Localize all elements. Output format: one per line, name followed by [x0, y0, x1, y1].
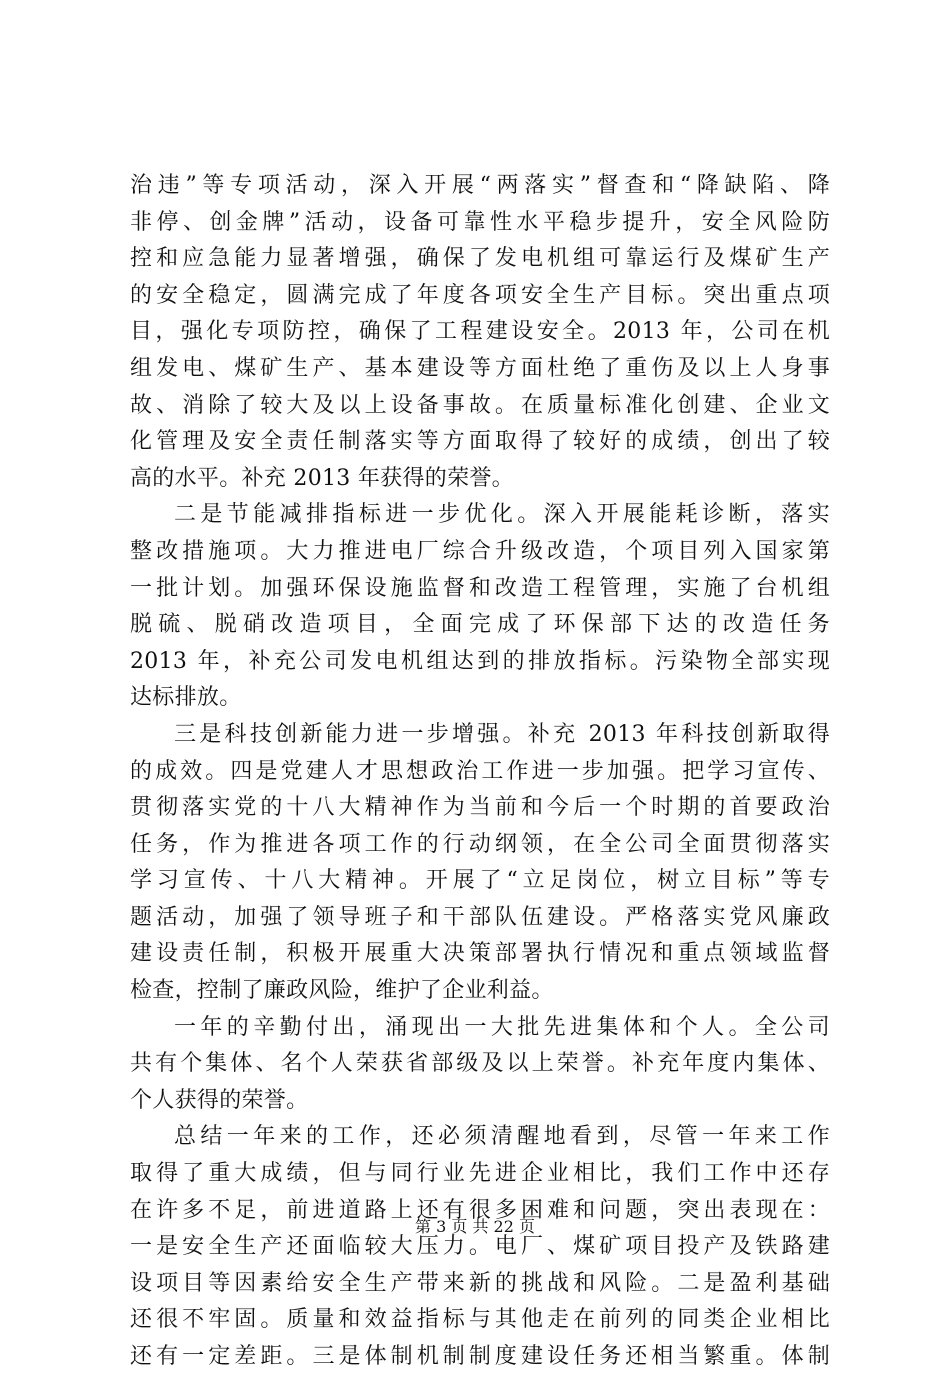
- text-line: 一批计划。加强环保设施监督和改造工程管理，实施了台机组: [130, 575, 830, 601]
- text-line: 化管理及安全责任制落实等方面取得了较好的成绩，创出了较: [130, 429, 830, 455]
- text-line: 故、消除了较大及以上设备事故。在质量标准化创建、企业文: [130, 392, 830, 418]
- text-line: 总结一年来的工作，还必须清醒地看到，尽管一年来工作: [174, 1124, 830, 1150]
- text-line: 任务，作为推进各项工作的行动纲领，在全公司全面贯彻落实: [130, 831, 830, 857]
- text-line: 的安全稳定，圆满完成了年度各项安全生产目标。突出重点项: [130, 282, 830, 308]
- text-line: 脱硫、脱硝改造项目，全面完成了环保部下达的改造任务: [130, 612, 830, 638]
- page-footer: 第 3 页 共 22 页: [415, 1217, 535, 1236]
- text-line: 高的水平。补充 2013 年获得的荣誉。: [130, 465, 514, 491]
- text-line: 整改措施项。大力推进电厂综合升级改造，个项目列入国家第: [130, 538, 830, 564]
- text-line: 的成效。四是党建人才思想政治工作进一步加强。把学习宣传、: [130, 758, 830, 784]
- text-line: 检查，控制了廉政风险，维护了企业利益。: [130, 978, 554, 1004]
- text-line: 建设责任制，积极开展重大决策部署执行情况和重点领域监督: [130, 941, 830, 967]
- text-line: 学习宣传、十八大精神。开展了“立足岗位，树立目标”等专: [130, 868, 830, 894]
- text-line: 组发电、煤矿生产、基本建设等方面杜绝了重伤及以上人身事: [130, 355, 830, 381]
- text-line: 在许多不足，前进道路上还有很多困难和问题，突出表现在：: [130, 1197, 830, 1223]
- text-line: 三是科技创新能力进一步增强。补充 2013 年科技创新取得: [174, 721, 830, 747]
- text-line: 二是节能减排指标进一步优化。深入开展能耗诊断，落实: [174, 502, 830, 528]
- text-line: 设项目等因素给安全生产带来新的挑战和风险。二是盈利基础: [130, 1270, 830, 1296]
- text-line: 控和应急能力显著增强，确保了发电机组可靠运行及煤矿生产: [130, 246, 830, 272]
- text-line: 个人获得的荣誉。: [130, 1087, 309, 1113]
- text-line: 还很不牢固。质量和效益指标与其他走在前列的同类企业相比: [130, 1307, 830, 1333]
- text-line: 达标排放。: [130, 685, 242, 711]
- text-line: 贯彻落实党的十八大精神作为当前和今后一个时期的首要政治: [130, 795, 830, 821]
- text-line: 题活动，加强了领导班子和干部队伍建设。严格落实党风廉政: [130, 904, 830, 930]
- text-line: 一是安全生产还面临较大压力。电厂、煤矿项目投产及铁路建: [130, 1234, 830, 1260]
- document-body: [130, 168, 830, 1376]
- text-line: 非停、创金牌”活动，设备可靠性水平稳步提升，安全风险防: [130, 209, 830, 235]
- text-line: 治违”等专项活动，深入开展“两落实”督查和“降缺陷、降: [130, 173, 830, 198]
- text-line: 2013 年，补充公司发电机组达到的排放指标。污染物全部实现: [130, 648, 830, 674]
- text-line: 目，强化专项防控，确保了工程建设安全。2013 年，公司在机: [130, 319, 830, 345]
- text-line: 共有个集体、名个人荣获省部级及以上荣誉。补充年度内集体、: [130, 1051, 830, 1077]
- text-line: 一年的辛勤付出，涌现出一大批先进集体和个人。全公司: [174, 1014, 830, 1040]
- text-line: 还有一定差距。三是体制机制制度建设任务还相当繁重。体制: [130, 1344, 830, 1369]
- text-line: 取得了重大成绩，但与同行业先进企业相比，我们工作中还存: [130, 1161, 830, 1187]
